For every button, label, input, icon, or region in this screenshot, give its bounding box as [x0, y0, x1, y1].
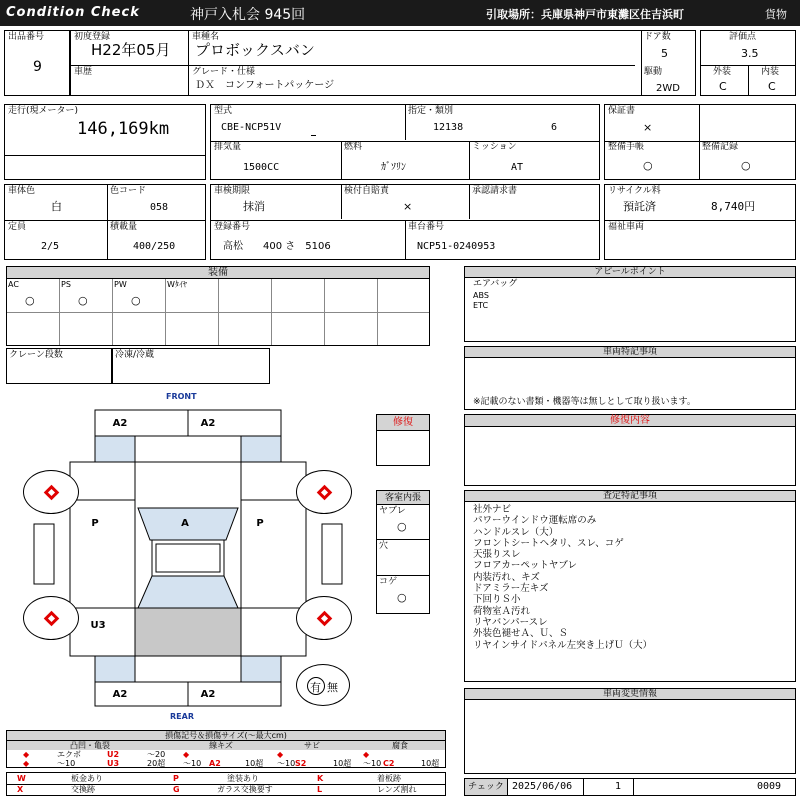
special-notes-text: ※記載のない書類・機器等は無しとして取り扱います。 [473, 397, 696, 407]
special-notes-box [464, 346, 796, 410]
legend-code: C2 [383, 759, 395, 768]
interior-label: 内装 [761, 67, 780, 77]
maint-label: 整備記録 [702, 142, 739, 152]
code-letter: P [173, 774, 179, 783]
history-label: 車歴 [74, 67, 93, 77]
code-letter: K [317, 774, 324, 783]
grade-label: グレード・仕様 [192, 67, 256, 77]
equip-cell [166, 313, 219, 345]
equip-cell [325, 313, 378, 345]
legend-size: 〜20 [147, 750, 166, 759]
chassis-number: NCP51-0240953 [417, 241, 496, 252]
designation-a: 12138 [433, 122, 464, 133]
special-notes-title: 車両特記事項 [465, 347, 795, 358]
crane-label: クレーン段数 [9, 350, 63, 360]
score: 3.5 [741, 47, 759, 60]
note-line: フロントシートヘタリ、スレ、コゲ [473, 537, 624, 549]
legend-symbol: ◆ [23, 750, 30, 759]
note-line: 下回りＳ小 [473, 594, 521, 606]
legend-text: 〜10 [277, 759, 296, 768]
color-code-label: 色コード [110, 186, 147, 196]
legend-size: 10超 [421, 759, 440, 768]
appeal-line-3: ETC [473, 301, 489, 310]
warranty-value: × [643, 121, 653, 134]
note-line: ハンドルスレ（大） [473, 526, 559, 538]
equip-pw-mark: ○ [131, 294, 141, 307]
legend-size: 10超 [245, 759, 264, 768]
recycle-box [604, 184, 796, 260]
note-line: 荷物室Ａ汚れ [473, 605, 531, 617]
equip-wtire-label: Wﾀｲﾔ [167, 280, 187, 289]
cabin-hole-label: 穴 [379, 541, 389, 551]
legend-code: U2 [107, 750, 120, 759]
freezer-label: 冷凍/冷蔵 [115, 350, 155, 360]
check-footer [464, 778, 796, 796]
designation-b: 6 [551, 122, 558, 133]
mark-front-bumper-right: A2 [200, 418, 216, 429]
legend-text: 〜10 [57, 759, 76, 768]
right-door [241, 500, 306, 608]
inspection-box [210, 184, 600, 260]
recycle-fee: 8,740円 [711, 200, 756, 213]
lot-label: 出品番号 [8, 32, 45, 42]
vehicle-info-box [70, 30, 696, 96]
repair-details-box [464, 414, 796, 486]
note-line: パワーウインドウ運転席のみ [473, 515, 597, 527]
spare-present: 有 [310, 681, 321, 694]
legend-symbol: ◆ [363, 750, 370, 759]
equip-cell [272, 279, 325, 313]
note-line: 外装色褪せＡ、Ｕ、Ｓ [473, 628, 569, 640]
left-taillight-area [95, 656, 135, 682]
vehicle-category: 貨物 [765, 8, 787, 21]
check-count: 1 [615, 781, 622, 792]
code-label: 交換跡 [71, 785, 95, 794]
model-dash [311, 135, 316, 136]
sheet-title: Condition Check [6, 5, 140, 20]
mark-rear-bumper-right: A2 [200, 689, 216, 700]
vehicle-changes-box [464, 688, 796, 774]
displacement-label: 排気量 [214, 142, 242, 152]
note-line: ドアミラー左キズ [473, 583, 549, 595]
damage-legend [6, 730, 446, 768]
capacity: 2/5 [41, 241, 60, 252]
code-label: 塗装あり [227, 774, 259, 783]
legend-symbol: ◆ [183, 750, 190, 759]
transmission: AT [511, 162, 524, 173]
legend-text: 〜10 [183, 759, 202, 768]
mark-windshield: A [181, 518, 189, 529]
equip-pw-label: PW [114, 280, 127, 289]
tire-front-right [296, 470, 352, 514]
check-number: 0009 [757, 781, 782, 792]
drive: 2WD [656, 83, 680, 94]
equipment-box [6, 266, 430, 346]
car-name-label: 車種名 [192, 32, 220, 42]
appeal-title: アピールポイント [465, 267, 795, 278]
right-headlight-area [241, 436, 281, 462]
score-box [700, 30, 796, 96]
repair-label: 修復 [377, 415, 429, 431]
damage-codes [6, 772, 446, 796]
appeal-line-2: ABS [473, 291, 489, 300]
vehicle-changes-title: 車両変更情報 [465, 689, 795, 700]
doors: 5 [661, 47, 668, 60]
grade: ＤＸ コンフォートパッケージ [195, 80, 335, 91]
legend-text: 〜10 [363, 759, 382, 768]
cabin-tear-label: ヤブレ [379, 506, 406, 516]
body-color-label: 車体色 [8, 186, 36, 196]
spare-tire [296, 664, 350, 706]
code-letter: G [173, 785, 180, 794]
auction-title: 神戸入札会 945回 [190, 7, 306, 23]
color-code: 058 [150, 202, 169, 213]
equip-cell [219, 279, 272, 313]
equipment-title: 装備 [7, 267, 429, 279]
equip-cell [7, 313, 60, 345]
left-front-fender [70, 462, 135, 500]
manual-label: 整備手帳 [608, 142, 645, 152]
appeal-line-1: エアバッグ [473, 279, 518, 289]
note-line: 内装汚れ、キズ [473, 571, 540, 583]
load-capacity: 400/250 [133, 241, 176, 252]
mark-front-bumper-left: A2 [112, 418, 128, 429]
legend-group-name: サビ [269, 741, 355, 750]
legend-title: 損傷記号＆損傷サイズ(〜最大cm) [7, 731, 445, 741]
left-rear-panel [70, 608, 135, 656]
spare-none: 無 [327, 681, 338, 694]
inspection-label: 車検期限 [214, 186, 251, 196]
equip-cell [272, 313, 325, 345]
equip-cell [60, 313, 113, 345]
equip-cell-ac [7, 279, 60, 313]
inspection-notes-list [473, 504, 652, 651]
designation-label: 指定・類別 [408, 106, 454, 116]
left-headlight-area [95, 436, 135, 462]
cabin-burn-mark: ○ [397, 591, 407, 604]
inspection-notes-title: 査定特記事項 [465, 491, 795, 502]
cabin-box [376, 490, 430, 614]
mark-left-side: P [91, 518, 99, 529]
cabin-tear-mark: ○ [397, 520, 407, 533]
load-label: 積載量 [110, 222, 138, 232]
welfare-label: 福祉車両 [608, 222, 645, 232]
left-mirror [34, 524, 54, 584]
appeal-box [464, 266, 796, 342]
equip-ac-mark: ○ [25, 294, 35, 307]
exterior-label: 外装 [713, 67, 732, 77]
legend-group-name: 線キズ [173, 741, 269, 750]
equip-ac-label: AC [8, 280, 19, 289]
note-line: 天張りスレ [473, 549, 521, 561]
equip-cell-ps [60, 279, 113, 313]
right-mirror [322, 524, 342, 584]
cabin-burn-label: コゲ [379, 577, 398, 587]
legend-group-row [7, 741, 445, 750]
inspection-expiry: 抹消 [243, 200, 265, 213]
recycle-label: リサイクル料 [608, 186, 661, 196]
drive-label: 駆動 [644, 67, 663, 77]
mark-left-rear: U3 [90, 620, 106, 631]
equip-cell-wtire [166, 279, 219, 313]
body-color: 白 [51, 200, 62, 213]
check-label: チェック [465, 779, 507, 795]
code-letter: X [17, 785, 24, 794]
note-line: リヤインサイドパネル左突き上げＵ（大） [473, 639, 653, 651]
mileage-label: 走行(現メーター) [8, 106, 79, 116]
maint-value: ○ [741, 159, 751, 172]
equip-ps-mark: ○ [78, 294, 88, 307]
roof [152, 540, 224, 576]
inspection-notes-box [464, 490, 796, 682]
mark-rear-bumper-left: A2 [112, 689, 128, 700]
car-name: プロボックスバン [195, 41, 315, 59]
pickup-location: 引取場所：兵庫県神戸市東灘区住吉浜町 [486, 8, 684, 21]
model-label: 型式 [214, 106, 233, 116]
mileage: 146,169km [77, 119, 170, 139]
transmission-label: ミッション [472, 142, 517, 152]
body-box [4, 184, 206, 260]
mileage-box [4, 104, 206, 180]
records-box [604, 104, 796, 180]
equip-cell [325, 279, 378, 313]
equip-ps-label: PS [61, 280, 71, 289]
code-letter: L [317, 785, 323, 794]
legend-group-name: 凸凹・亀裂 [7, 741, 173, 750]
equip-cell [378, 279, 429, 313]
legend-symbol: ◆ [277, 750, 284, 759]
note-line: 社外ナビ [473, 504, 512, 515]
plate-number: 高松 400 さ 5106 [223, 241, 331, 252]
code-label: ガラス交換要す [217, 785, 273, 794]
liability-label: 検付自賠責 [344, 186, 390, 196]
code-label: 着板跡 [377, 774, 401, 783]
repair-box [376, 414, 430, 466]
right-taillight-area [241, 656, 281, 682]
legend-symbol: ◆ [23, 759, 30, 768]
tire-rear-left [23, 596, 79, 640]
legend-size: 10超 [333, 759, 352, 768]
capacity-label: 定員 [8, 222, 27, 232]
fuel: ｶﾞｿﾘﾝ [381, 162, 406, 173]
equip-cell-pw [113, 279, 166, 313]
repair-details-title: 修復内容 [465, 415, 795, 427]
liability-value: × [403, 200, 413, 213]
check-date: 2025/06/06 [512, 781, 573, 792]
tire-front-left [23, 470, 79, 514]
spec-box [210, 104, 600, 180]
equip-cell [113, 313, 166, 345]
mark-right-side: P [256, 518, 264, 529]
rear-glass [138, 576, 238, 608]
note-line: フロアカーペットヤブレ [473, 560, 578, 572]
model-code: CBE-NCP51V [221, 122, 282, 133]
legend-code: A2 [209, 759, 221, 768]
front-label: FRONT [166, 392, 197, 401]
cabin-title: 客室内張 [377, 491, 429, 505]
legend-code: S2 [295, 759, 307, 768]
legend-size: 20超 [147, 759, 166, 768]
code-label: 板金あり [71, 774, 103, 783]
exterior-grade: C [719, 80, 727, 93]
first-reg: H22年05月 [91, 41, 171, 59]
code-letter: W [17, 774, 26, 783]
tire-rear-right [296, 596, 352, 640]
lot-box [4, 30, 70, 96]
first-reg-label: 初度登録 [74, 32, 111, 42]
doors-label: ドア数 [644, 32, 671, 42]
legend-group-name: 腐食 [355, 741, 445, 750]
fuel-label: 燃料 [344, 142, 363, 152]
equip-cell [219, 313, 272, 345]
warranty-label: 保証書 [608, 106, 636, 116]
recycle-status: 預託済 [623, 200, 656, 213]
manual-value: ○ [643, 159, 653, 172]
score-label: 評価点 [729, 32, 757, 42]
crane-box [6, 348, 112, 384]
left-door [70, 500, 135, 608]
displacement: 1500CC [243, 162, 280, 173]
freezer-box [112, 348, 270, 384]
chassis-label: 車台番号 [408, 222, 445, 232]
approval-label: 承認請求書 [472, 186, 518, 196]
code-label: レンズ割れ [377, 785, 417, 794]
legend-code: U3 [107, 759, 120, 768]
note-line: リヤバンパースレ [473, 616, 548, 628]
plate-label: 登録番号 [214, 222, 251, 232]
rear-label: REAR [170, 712, 194, 721]
legend-text: エクボ [57, 750, 81, 759]
lot-number: 9 [33, 59, 42, 75]
interior-grade: C [768, 80, 776, 93]
cargo-area [135, 608, 241, 656]
